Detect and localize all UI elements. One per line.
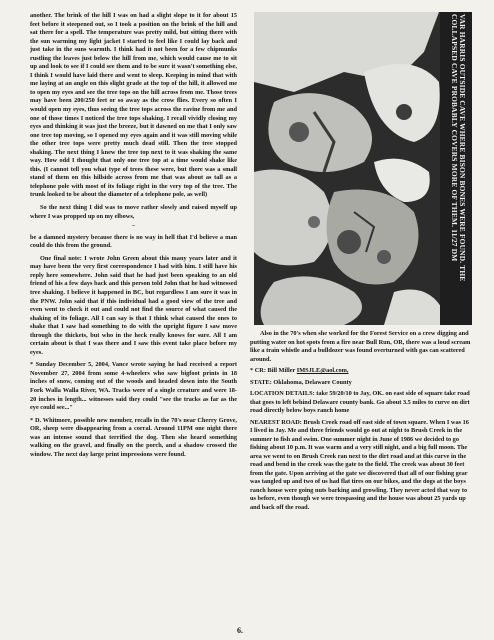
report-item: * D. Whitmore, possible new member, recalls in the 70's near Cherry Grove, OR, sheep were disappearing from a corral. Around 11PM one night there was an intense sound that terrified the dog. Then she heard something walking on the gravel, and finally on the porch, and a shadow crossed the window. The next day large print impressions were found. (30, 416, 237, 458)
left-text-column (30, 12, 237, 624)
caption-text: VAR HARRIS OUTSIDE CAVE WHERE BISON BONES WERE FOUND. THE COLLAPSED CAVE PROBABLY COVERS MORE OF THEM. 11/27 DM (449, 14, 467, 282)
paragraph: So the next thing I did was to move rather slowly and raised myself up where I was propped up on my elbows, (30, 204, 237, 220)
paragraph: Also in the 70's when she worked for the Forest Service on a crew digging and putting water on hot spots from a fire near Bull Run, OR, there was a loud scream like a train whistle and a bulldozer was found overturned with gas can scattered around. (250, 330, 471, 363)
report-item: * Sunday December 5, 2004, Vance wrote saying he had received a report November 27, 2004 from some 4-wheelers who saw bigfoot prints in 18 inches of snow, coming out of the woods and headed down into the South Fork Walla Walla River, WA. Tracks were of a single creature and were 18-20 inches in length... witnesses said they could "see the tracks as far as the eye could see..." (30, 361, 237, 412)
nearest-road: NEAREST ROAD: Brush Creek road off east side of town square. When I was 16 I lived in Jay. Me and three friends would go out at night to Brush Creek in the summer to fish and swim. One summer night in June of 1986 we decided to go fishing about 10 p.m. It was warm and a very still night, and a big full moon. The area we went to on Brush Creek ran next to the dirt road and at this curve in the road and bend in the creek was the gate to the field. The creek was about 30 feet from the gate. Upon arriving at the gate we discovered that all of our fishing gear was tangled up and two of us had flat tires on our bikes, and the dogs at the boys ranch house were going nuts barking and growling. They never acted that way to us before, even though we were trespassing and the house was about 25 yards up and back off the road. (250, 418, 469, 511)
email-link[interactable]: IMSJLE@aol.com, (296, 367, 349, 374)
paragraph: One final note: I wrote John Green about this many years later and it may have been the very first correspondence I had with him. I still have his reply here somewhere. John said that he had just been speaking to an old friend of his a few days back and this person told John that he had witnessed tree shaking. I believe it happened in BC, but regardless I am sure it was in the PNW. John said that if this individual had a good view of the tree and even went to check it out and could not find the source of what caused the shaking of its foliage. All I can say is that I think what caused the ones to shake that I saw had something to do with the upright figure I saw move through the thickets, but who in the heck really knows for sure. All I am certain about is that I was there and I saw this event take place before my eyes. (30, 254, 237, 356)
report-header (250, 367, 472, 376)
photo-caption (440, 14, 466, 314)
paragraph: another. The brink of the hill I was on had a slight slope to it for about 15 feet before it steepened out, so I took a position on the brink of the hill and sat there for a spell. The temperature was pretty mild, but sitting there with the sun warming my light jacket I started to feel like I could lay back and just take in the suns warmth. I think had it not been for a few chipmunks rustling the leaves just below the hill from me, which would cause me to sit up and look to see if I could see them and to be sure it wasn't something else, I think I would have laid there and went to sleep. Keeping in mind that with me laying at an angle on this slight grade at the top of the hill, it allowed me to open my eyes and see the tree tops on the hill across from me. Those trees may have been 200/250 feet or so away as the crow flies. Every so often I would open my eyes, thus seeing the tree tops across the ravine from me and one of those times I noticed the tree tops shaking. I recall vividly closing my eyes and thinking it was just the breeze, but it dawned on me that I only saw one tree top moving, so I opened my eyes again and it was still moving while the other tree tops were pretty much dead still. Then the tree stopped shaking. The next thing I knew the tree top next to it was shaking the same way. How odd I thought that only one tree top at a time would shake like this. (I cannot tell you what type of trees these were, but there was a small stand of them on this hillside across from me that was about as tall as a telephone pole with most of its foliage right in the very top of the tree. The trunk looked to be about the diameter of a telephone pole, as well) (30, 12, 237, 199)
page-number: 6. (237, 626, 243, 635)
cr-label: * CR: Bill Miller (250, 367, 297, 374)
paragraph: be a damned mystery because there is no way in hell that I'd believe a man could do this from the ground. (30, 233, 237, 250)
location-details: LOCATION DETAILS: take 59/20/10 to Jay, OK. on east side of square take road that goes to left behind Delaware county bank. Go about 3.5 miles to curve on dirt road directly below boys ranch home (250, 390, 470, 414)
state-line: STATE: Oklahoma, Delaware County (250, 378, 352, 386)
right-text-column (250, 330, 472, 630)
section-divider: ~ (132, 224, 135, 230)
